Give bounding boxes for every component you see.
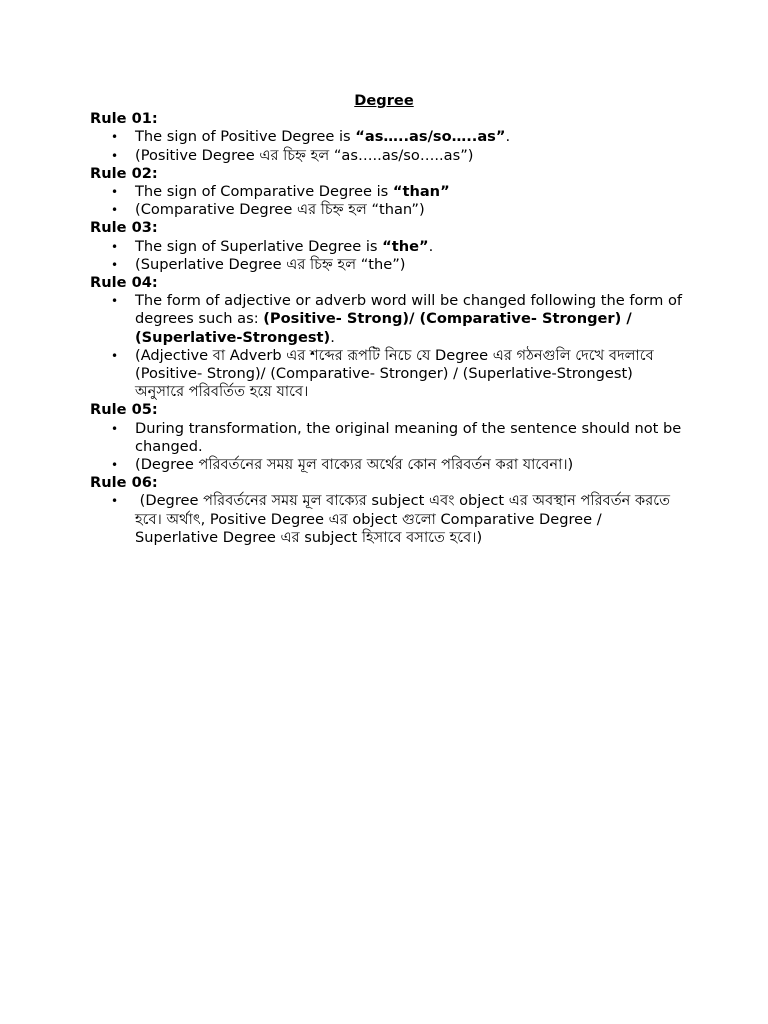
bullet-icon: • bbox=[111, 421, 119, 436]
page-title: Degree bbox=[354, 92, 414, 109]
bullet-icon: • bbox=[111, 257, 119, 272]
list-item: • The form of adjective or adverb word will be changed following the form of degrees such as: (Positive- Strong)/ (Comparative- Stronger) / (Superlative-Strongest). bbox=[111, 292, 683, 346]
rule-list bbox=[90, 238, 685, 274]
rule-list bbox=[90, 492, 685, 547]
bullet-icon: • bbox=[111, 203, 119, 218]
bullet-icon: • bbox=[111, 239, 119, 254]
rule-list bbox=[90, 292, 685, 401]
list-item: • The sign of Positive Degree is “as…..as/so…..as”. bbox=[111, 128, 511, 146]
list-item: • The sign of Superlative Degree is “the”. bbox=[111, 237, 434, 255]
rule-heading: Rule 06: bbox=[90, 474, 158, 492]
rule-list bbox=[90, 183, 685, 219]
rule-heading: Rule 01: bbox=[90, 110, 158, 128]
list-item: • (Adjective বা Adverb এর শব্দের রূপটি নিচে যে Degree এর গঠনগুলি দেখে বদলাবে (Positive- Strong)/ (Comparative- Stronger) / (Superlative-Strongest) অনুসারে পরিবর্তিত হয়ে যাবে। bbox=[111, 346, 654, 401]
list-item: • The sign of Comparative Degree is “than” bbox=[111, 183, 450, 201]
list-item: • (Superlative Degree এর চিহ্ন হল “the”) bbox=[111, 255, 406, 273]
rule-heading: Rule 02: bbox=[90, 164, 158, 182]
list-item: • (Degree পরিবর্তনের সময় মূল বাক্যের অর্থের কোন পরিবর্তন করা যাবেনা।) bbox=[111, 456, 574, 474]
rule-heading: Rule 05: bbox=[90, 401, 158, 419]
bullet-icon: • bbox=[111, 130, 119, 145]
list-item: • (Positive Degree এর চিহ্ন হল “as…..as/so…..as”) bbox=[111, 146, 474, 164]
bullet-icon: • bbox=[111, 294, 119, 309]
list-item: • (Degree পরিবর্তনের সময় মূল বাক্যের subject এবং object এর অবস্থান পরিবর্তন করতে হবে। অর্থাৎ, Positive Degree এর object গুলো Comparative Degree / Superlative Degree এর subject হিসাবে বসাতে হবে।) bbox=[111, 492, 675, 546]
rule-list bbox=[90, 420, 685, 475]
bullet-icon: • bbox=[111, 148, 119, 163]
bullet-icon: • bbox=[111, 348, 119, 363]
bullet-icon: • bbox=[111, 494, 119, 509]
rule-heading: Rule 03: bbox=[90, 219, 158, 237]
rule-list bbox=[90, 128, 685, 164]
bullet-icon: • bbox=[111, 458, 119, 473]
document-page bbox=[90, 92, 685, 547]
list-item: • During transformation, the original meaning of the sentence should not be changed. bbox=[111, 419, 682, 455]
list-item: • (Comparative Degree এর চিহ্ন হল “than”) bbox=[111, 201, 425, 219]
rule-heading: Rule 04: bbox=[90, 274, 158, 292]
bullet-icon: • bbox=[111, 185, 119, 200]
